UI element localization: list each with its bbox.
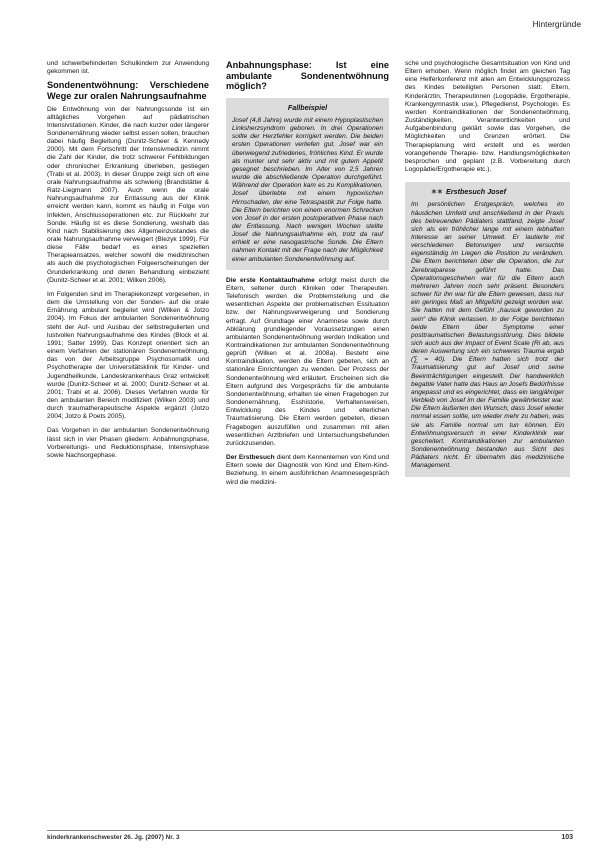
- body-paragraph: Die erste Kontaktaufnahme erfolgt meist durch die Eltern, seltener durch Kliniken oder Therapeuten. Telefonisch werden die Problemstellung und die wesentlichen Aspekte der problematischen Essituation bzw. der Nahrungsverweigerung und Sondierung erfragt. Auf Grundlage einer Anamnese sowie durch Abklärung grundlegender Voraussetzungen einen ambulanten Sondenentwöhnung werden Indikation und Kontraindikationen zur ambulanten Sondenentwöhnung geprüft (Wilken et al. 2008a). Besteht eine Kontraindikation, werden die Eltern gebeten, sich an stationäre Einrichtungen zu wenden. Der Prozess der Sondenentwöhnung wird erläutert. Erscheinen sich die Eltern aufgrund des Vorgesprächs für die ambulante Sondenentwöhnung, erhalten sie einen Fragebogen zur Sondenernährung, Esshistorie, Verhaltensweisen, Entwicklung des Kindes und elterlichen Traumatisierung. Die Eltern werden gebeten, diesen Fragebogen auszufüllen und zusammen mit allen wesentlichen Arztbriefen und Untersuchungsbefunden zurückzusenden.: [226, 276, 389, 447]
- case-example-box: [226, 98, 389, 270]
- body-paragraph: sche und psychologische Gesamtsituation von Kind und Eltern erhoben. Wenn möglich findet am gleichen Tag eine Helferkonferenz mit allen am Entwicklungsprozess des Kindes beteiligten Personen statt: Eltern, Kinderärztin, Therapeutinnen (Logopädie, Ergotherapie, Krankengymnastik usw.), Pflegedienst, Psychologin. Es werden Kontraindikationen der Sondenentwöhnung, Zuständigkeiten, Verantwortlichkeiten und Aufgabenbindung geklärt sowie das Vorgehen, die Möglichkeiten und Grenzen erörtert. Die Therapieplanung wird erstellt und es werden vorangehende Therapie- bzw. Handlungsmöglichkeiten besprochen und geplant (z.B. Vorbereitung durch Logopädie/Ergotherapie etc.).: [405, 60, 570, 174]
- journal-citation: kinderkrankenschwester 26. Jg. (2007) Nr. 3: [47, 834, 180, 841]
- run-in-heading: Die erste Kontaktaufnahme: [226, 276, 315, 284]
- page-footer: [47, 830, 573, 845]
- left-column: [47, 60, 209, 460]
- run-in-heading: Der Erstbesuch: [226, 454, 275, 462]
- section-heading-anbahnungsphase: Anbahnungsphase: Ist eine ambulante Sondenentwöhnung möglich?: [226, 60, 389, 92]
- body-paragraph: Der Erstbesuch dient dem Kennenlernen von Kind und Eltern sowie der Diagnostik von Kind und Eltern-Kind-Beziehung. In einem ausführlichen Anamnesegespräch wird die medizini-: [226, 454, 389, 486]
- body-paragraph: Im Folgenden sind im Therapiekonzept vorgesehen, in dem die Umstellung von der Sonden- auf die orale Ernährung ambulant begleitet wird (Wilken & Jotzo 2004). Im Fokus der ambulanten Sondenentwöhnung steht der Auf- und Ausbau der selbstregulierten und lustvollen Nahrungsaufnahme des Kindes (Block et al. 1991; Satter 1999). Das Konzept orientiert sich an einem Verfahren der stationären Sondenentwöhnung, das von der Arbeitsgruppe Psychosomatik und Psychotherapie der Universitätsklinik für Kinder- und Jugendheilkunde, Landeskrankenhaus Graz entwickelt wurde (Dunitz-Scheer et al. 2000; Dunitz-Scheer et al. 2001; Trabi et al. 2006). Dieses Verfahren wurde für den ambulanten Bereich modifiziert (Wilken 2003) und durch traumatherapeutische Aspekte ergänzt (Jotzo 2004; Jotzo & Poets 2005).: [47, 290, 209, 421]
- middle-column: [226, 60, 389, 487]
- first-visit-text: Im persönlichen Erstgespräch, welches im häuslichen Umfeld und anschließend in der Praxis des betreuenden Pädiaters stattfand, zeigte Josef sich als ein fröhlicher lange mit einem lebhaften Interesse an seiner Umwelt. Er lautierte mit verschiedenen Betonungen und versuchte eigenständig im Liegen die Position zu verändern. Die Eltern berichteten über die Operation, die zur Zerebralparese geführt hatte. Das Operationsgeschehen war für die Eltern auch mehreren Jahren noch sehr präsent. Besonders schwer für ihn war für die Eltern gewesen, dass nur ein geringes Maß an Mitgefühl gezeigt worden war. Sie hatten mit dem Gefühl „hausuk geworden zu sein“ die Klinik verlassen. In der Folge berichteten beide Eltern über Symptome einer posttraumatischen Belastungsstörung. Dies bildete sich auch aus der Impact of Event Scale (Ri ab, aus deren Auswertung sich ein schweres Trauma ergab (∑ = 40). Die Eltern hatten sich trotz der Traumatisierung gut auf Josef und seine Beeinträchtigungen eingestellt. Der handwerklich begabte Vater hatte das Haus an Josefs Bedürfnisse angepasst und es eingerichtet, dass ein langjähriger Verbleib von Josef im der Familie gewährleistet war. Die Eltern äußerten den Wunsch, dass Josef wieder normal essen sollte, um wieder mehr zu haben, was sie als Familie normal um tun können. Ein Entwöhnungsversuch in einer Kinderklinik war gescheitert. Kontraindikationen zur ambulanten Sondenentwöhnung bestanden aus Sicht des Pädiaters nicht. Er übernahm das medizinische Management.: [411, 201, 564, 470]
- intro-paragraph: und schwerbehinderten Schulkindern zur Anwendung gekommen ist.: [47, 60, 209, 76]
- section-label: Hintergründe: [532, 19, 581, 29]
- section-heading-sondenentwoehnung: Sondenentwöhnung: Verschiedene Wege zur oralen Nahrungsaufnahme: [47, 80, 209, 101]
- first-visit-title: ✶✶ Erstbesuch Josef: [431, 187, 506, 197]
- right-column: [405, 60, 570, 484]
- body-paragraph: Das Vorgehen in der ambulanten Sondenentwöhnung lässt sich in vier Phasen gliedern: Anbahnungsphase, Vorbereitungs- und Reduktionsphase, Intensivphase sowie Nachsorgephase.: [47, 427, 209, 459]
- double-arrow-icon: ✶✶: [431, 187, 444, 197]
- first-visit-box: [405, 182, 570, 476]
- body-paragraph: Die Entwöhnung von der Nahrungssonde ist ein alltägliches Vorgehen auf pädiatrischen Intensivstationen. Kinder, die nach kurzer oder längerer Sondenernährung wieder selbst essen sollen, brauchen dabei häufig Begleitung (Dunitz-Scheer & Kennedy 2000). Mit dem Fortschritt der Intensivmedizin nimmt die Zahl der Kinder, die trotz schwerer Fehlbildungen oder chronischer Erkrankung überleben, gestiegen (Trabi et al. 2003). In dieser Gruppe zeigt sich oft eine orale Nahrungsaufnahme als schwierig (Brandstätter & Ratz-Liegmann 2007). Auch wenn die orale Nahrungsaufnahme zur Entlassung aus der Klinik erreicht werden kann, kommt es häufig in Folge von Infekten, Anschlussoperationen etc. zur Rückkehr zur Sonde. Häufig ist es diese Sondierung, weshalb das Kind nach Stabilisierung des Allgemeinzustandes die orale Nahrungsaufnahme verweigert (Blezyk 1999). Für diese Fälle bedarf es eines speziellen Therapieansatzes, welcher sowohl die medizinischen als auch die psychologischen Folgeerscheinungen der Grunderkrankung und deren Behandlung einbezieht (Dunitz-Scheer et al. 2001; Wilken 2006).: [47, 105, 209, 284]
- case-example-text: Josef (4,8 Jahre) wurde mit einem Hypoplastischen Linksherzsyndrom geboren. In drei Operationen sollte der Herzfehler korrigiert werden. Die beiden ersten Operationen verliefen gut. Josef war ein überwiegend zufriedenes, fröhliches Kind. Er wurde als munter und sehr aktiv und mit gutem Appetit gesegnet beschrieben. Im Alter von 2,5 Jahren wurde die abschließende Operation durchgeführt. Während der Operation kam es zu Komplikationen. Josef überlebte mit einem hypoxischen Hirnschaden, der eine Tetraspastik zur Folge hatte. Die Eltern berichten von einem enormen Schrecken von Josef in der ersten postoperativen Phase nach der Entlassung. Nach wenigen Wochen stellte Josef die Nahrungsaufnahme ein, trotz da rauf erhielt er eine nasogastrische Sonde. Die Eltern nahmen Kontakt mit der Frage nach der Möglichkeit einer ambulanten Sondenentwöhnung auf.: [232, 116, 383, 263]
- page-number: 103: [561, 834, 573, 841]
- case-example-title: Fallbeispiel: [287, 102, 328, 112]
